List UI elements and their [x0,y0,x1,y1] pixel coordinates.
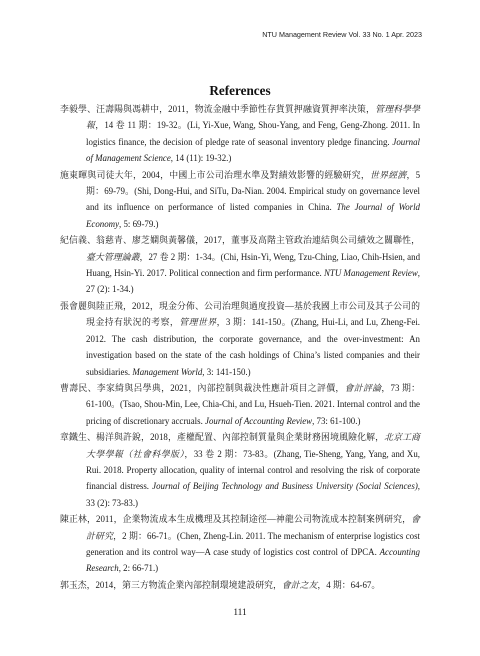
reference-source-title: 管理科學學報 [86,104,420,131]
reference-text: 李毅學、汪壽陽與馮耕中，2011，物流金融中季節性存貨質押融資質押率決策， [60,104,376,114]
reference-text: 陳正林，2011，企業物流成本生成機理及其控制途徑—神龍公司物流成本控制案例研究， [60,514,412,525]
reference-text: , 27 (2): 1-34.) [86,268,420,295]
reference-text: , 33 (2): 73-83.) [86,481,420,508]
reference-entry [60,429,420,511]
reference-entry [60,511,420,577]
reference-text: ，2 期：66-71。(Chen, Zheng-Lin. 2011. The mechanism of enterprise logistics cost generation and its control way—A case study of logistics cost control of DPCA. [86,530,420,557]
reference-text: , 73: 61-100.) [312,415,361,426]
reference-text: 紀信義、翁慈青、廖芝嫻與黃馨儀，2017，董事及高階主管政治連結與公司績效之關聯性， [60,235,420,246]
reference-text: , 3: 141-150.) [202,366,251,377]
reference-source-title: Journal of Beijing Technology and Business University (Social Sciences) [152,481,418,492]
reference-entry [60,577,420,593]
reference-source-title: 會計評論 [344,382,382,393]
reference-text: ，5 期：69-79。(Shi, Dong-Hui, and SiTu, Da-Nian. 2004. Empirical study on governance level and its influence on performance of listed companies in China. [86,169,421,213]
references-heading: References [209,83,271,98]
reference-list [60,101,420,593]
reference-text: ，27 卷 2 期：1-34。(Chi, Hsin-Yi, Weng, Tzu-Ching, Liao, Chih-Hsien, and Huang, Hsin-Yi. 2017. Political connection and firm performance. [86,251,421,279]
reference-source-title: Accounting Research [86,546,420,574]
reference-text: ，4 期：64-67。 [317,579,381,590]
reference-source-title: 北京工商大學學報（社會科學版） [86,432,421,459]
reference-source-title: 會計研究 [86,514,420,541]
reference-text: ，14 卷 11 期：19-32。(Li, Yi-Xue, Wang, Shou-Yang, and Feng, Geng-Zhong. 2011. In logistics finance, the decision of pledge rate of seasonal inventory pledge financing. [86,120,420,147]
reference-text: 曹壽民、李家綺與呂學典，2021，內部控制與裁決性應計項目之評價， [60,382,345,393]
reference-text: , 14 (11): 19-32.) [170,153,232,164]
reference-text: 郭玉杰，2014，第三方物流企業內部控制環境建設研究， [60,579,282,590]
reference-entry [60,101,420,167]
reference-source-title: 會計之友 [281,579,318,590]
reference-source-title: 世界經濟 [369,169,407,180]
reference-source-title: Journal of Accounting Review [205,415,313,426]
reference-text: ，33 卷 2 期：73-83。(Zhang, Tie-Sheng, Yang, Yang, and Xu, Rui. 2018. Property allocation, quality of internal control and resolving the risk of corporate financial distress. [86,448,421,492]
reference-text: ，3 期：141-150。(Zhang, Hui-Li, and Lu, Zheng-Fei. 2012. The cash distribution, the corporate governance, and the over-investment: An investigation based on the state of the cash holdings of China’s listed companies and their subsidiaries. [86,317,421,377]
running-header: NTU Management Review Vol. 33 No. 1 Apr. 2023 [262,30,422,39]
reference-source-title: The Journal of World Economy [86,202,420,229]
reference-entry [60,232,420,298]
reference-source-title: NTU Management Review [324,268,418,279]
reference-entry [60,167,420,233]
reference-source-title: Management World [132,366,203,377]
reference-text: , 2: 66-71.) [118,563,159,574]
reference-source-title: 臺大管理論叢 [86,251,140,262]
page-number: 111 [233,608,247,618]
reference-text: ，73 期：61-100。(Tsao, Shou-Min, Lee, Chia-Chi, and Lu, Hsueh-Tien. 2021. Internal control and the pricing of discretionary accruals. [86,382,421,426]
reference-source-title: 管理世界 [179,317,217,328]
reference-text: 章鐵生、楊洋與許銳，2018，產權配置、內部控制質量與企業財務困境風險化解， [60,432,385,443]
reference-entry [60,380,420,429]
reference-entry [60,298,420,380]
reference-text: , 5: 69-79.) [119,218,159,229]
reference-source-title: Journal of Management Science [86,136,420,164]
reference-text: 施東暉與司徒大年，2004，中國上市公司治理水準及對績效影響的經驗研究， [60,169,370,180]
reference-text: 張會麗與陸正飛，2012，現金分佈、公司治理與過度投資—基於我國上市公司及其子公司的現金持有狀況的考察， [60,300,420,328]
